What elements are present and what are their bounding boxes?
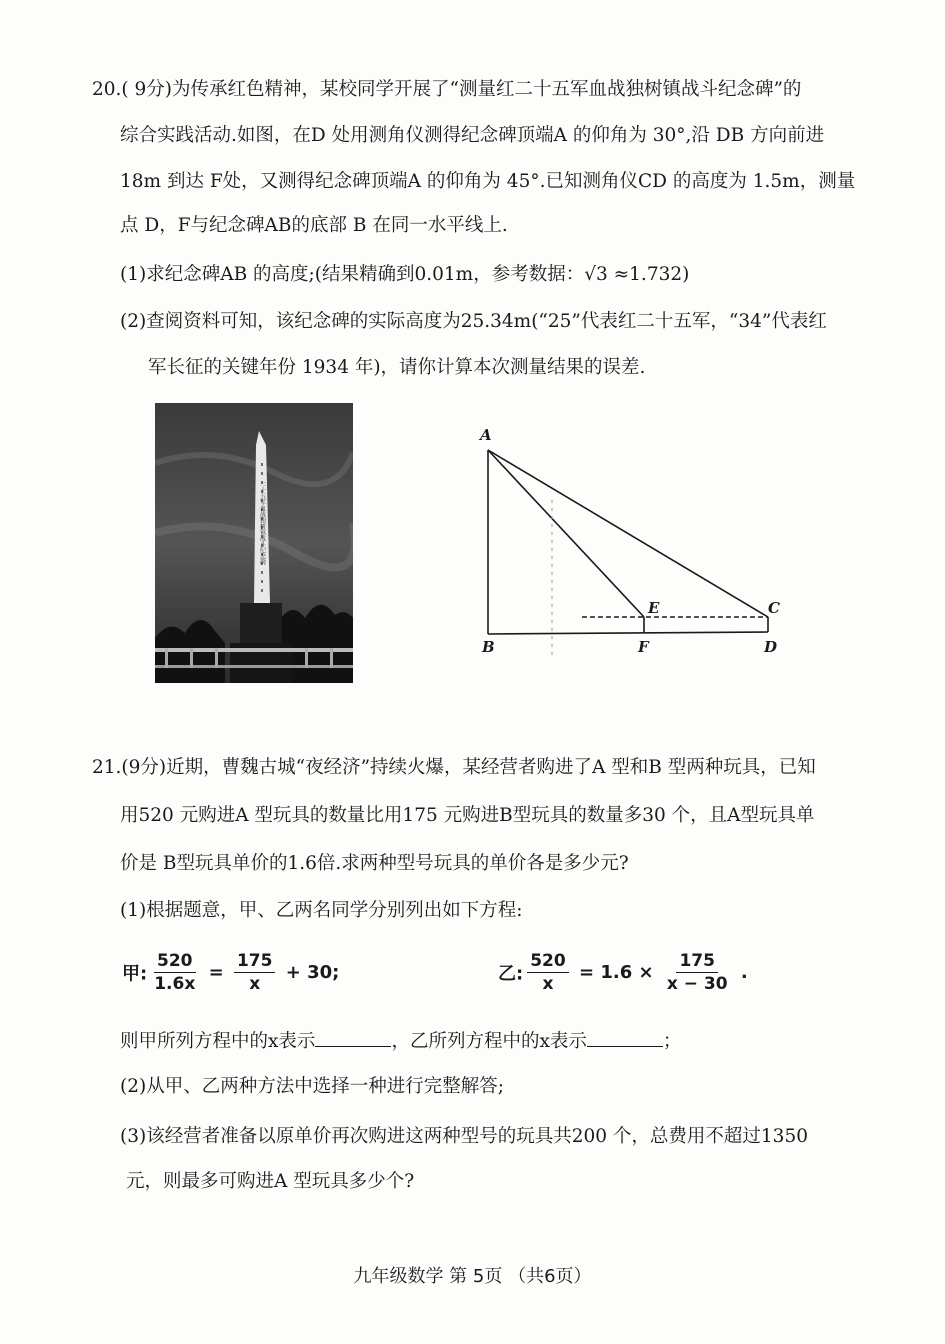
eq-jia-prefix: 甲:	[122, 963, 148, 985]
label-A: A	[480, 426, 492, 444]
eq-yi-frac-1: $\frac{520}{x}$	[527, 950, 569, 995]
eq-yi-prefix: 乙:	[498, 963, 524, 985]
eq-jia-frac-2: $\frac{175}{x}$	[234, 950, 276, 995]
q21-line-1: 21.(9分)近期，曹魏古城“夜经济”持续火爆，某经营者购进了A 型和B 型两种玩具，已知	[92, 757, 816, 778]
eq-jia-tail: + 30;	[285, 962, 340, 983]
label-C: C	[768, 599, 780, 617]
eq-jia-frac-1: $\frac{520}{1.6x}$	[154, 951, 196, 994]
q21-blank-line: 则甲所列方程中的x表示 ，乙所列方程中的x表示 ；	[120, 1028, 681, 1054]
q20-line-1: 20.( 9分)为传承红色精神，某校同学开展了“测量红二十五军血战独树镇战斗纪念碑”的	[92, 79, 802, 100]
q20-line-2: 综合实践活动.如图，在D 处用测角仪测得纪念碑顶端A 的仰角为 30°,沿 DB 方向前进	[120, 125, 825, 146]
q21-part-3: (3)该经营者准备以原单价再次购进这两种型号的玩具共200 个，总费用不超过1350	[120, 1126, 808, 1147]
q20-part-2-cont: 军长征的关键年份 1934 年)，请你计算本次测量结果的误差.	[148, 357, 646, 378]
eq-yi-frac-2: $\frac{175}{x - 30}$	[666, 951, 728, 994]
label-E: E	[648, 599, 660, 617]
equation-jia	[122, 950, 339, 995]
segment-AE	[488, 450, 644, 617]
monument-inscription: 二十五军血战独树镇战斗纪念碑	[258, 481, 266, 565]
eq-yi-tail: .	[740, 962, 748, 983]
label-F: F	[638, 638, 649, 656]
q20-line-3: 18m 到达 F处，又测得纪念碑顶端A 的仰角为 45°.已知测角仪CD 的高度为 1.5m，测量	[120, 171, 856, 192]
q20-part-1: (1)求纪念碑AB 的高度;(结果精确到0.01m，参考数据：√3 ≈1.732)	[120, 264, 690, 285]
equation-yi	[498, 950, 748, 995]
q21-line-3: 价是 B型玩具单价的1.6倍.求两种型号玩具的单价各是多少元?	[120, 853, 629, 874]
label-D: D	[764, 638, 778, 656]
q21-part-2: (2)从甲、乙两种方法中选择一种进行完整解答;	[120, 1076, 504, 1097]
q20-line-4: 点 D，F与纪念碑AB的底部 B 在同一水平线上.	[120, 215, 508, 236]
label-B: B	[482, 638, 495, 656]
q20-part-2: (2)查阅资料可知，该纪念碑的实际高度为25.34m(“25”代表红二十五军，“34”代表红	[120, 311, 827, 332]
geometry-diagram	[470, 420, 800, 660]
segment-AC	[488, 450, 768, 617]
q21-part-3-cont: 元，则最多可购进A 型玩具多少个?	[126, 1171, 415, 1192]
blank-yi-x	[587, 1028, 663, 1047]
q21-line-2: 用520 元购进A 型玩具的数量比用175 元购进B型玩具的数量多30 个，且A型玩具单	[120, 805, 815, 826]
blank-jia-x	[315, 1028, 391, 1047]
eq-jia-equals: =	[208, 962, 224, 983]
eq-yi-equals: = 1.6 ×	[578, 962, 654, 983]
page-footer: 九年级数学 第 5页 （共6页）	[353, 1266, 592, 1287]
q21-part-1: (1)根据题意，甲、乙两名同学分别列出如下方程:	[120, 900, 523, 921]
segment-BD	[488, 632, 768, 634]
monument-photo	[155, 403, 353, 683]
